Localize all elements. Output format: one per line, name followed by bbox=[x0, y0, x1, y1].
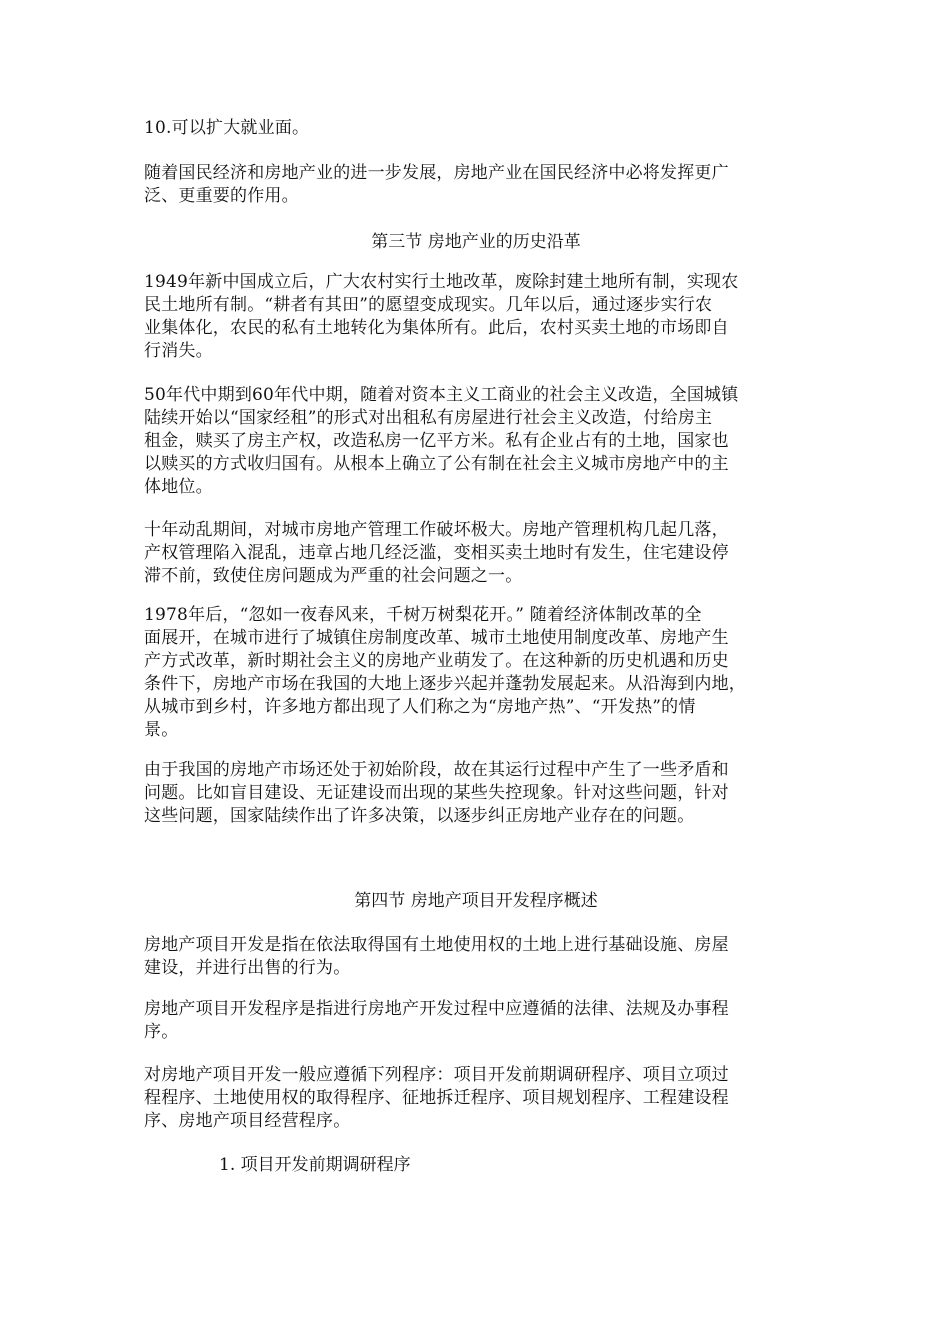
section-4-paragraph-1: 房地产项目开发是指在依法取得国有土地使用权的土地上进行基础设施、房屋 建设，并进行出售的行为。 bbox=[144, 935, 729, 978]
section-4-paragraph-2: 房地产项目开发程序是指进行房地产开发过程中应遵循的法律、法规及办事程 序。 bbox=[144, 999, 729, 1042]
section-3-paragraph-5: 由于我国的房地产市场还处于初始阶段，故在其运行过程中产生了一些矛盾和 问题。比如盲目建设、无证建设而出现的某些失控现象。针对这些问题，针对 这些问题，国家陆续作出了许多决策，以逐步纠正房地产业存在的问题。 bbox=[144, 760, 729, 826]
section-3-paragraph-1: 1949年新中国成立后，广大农村实行土地改革，废除封建土地所有制，实现农 民土地所有制。“耕者有其田”的愿望变成现实。几年以后，通过逐步实行农 业集体化，农民的私有土地转化为集体所有。此后，农村买卖土地的市场即自 行消失。 bbox=[144, 272, 739, 361]
section-3-paragraph-4: 1978年后，“忽如一夜春风来，千树万树梨花开。” 随着经济体制改革的全 面展开，在城市进行了城镇住房制度改革、城市土地使用制度改革、房地产生 产方式改革，新时期社会主义的房地产业萌发了。在这种新的历史机遇和历史 条件下，房地产市场在我国的大地上逐步兴起并蓬勃发展起来。从沿海到内地， 从城市到乡村，许多地方都出现了人们称之为“房地产热”、“开发热”的情 景。 bbox=[144, 605, 746, 740]
section-4-title: 第四节 房地产项目开发程序概述 bbox=[354, 891, 598, 911]
list-item-10: 10.可以扩大就业面。 bbox=[144, 118, 310, 138]
section-3-paragraph-3: 十年动乱期间，对城市房地产管理工作破坏极大。房地产管理机构几起几落， 产权管理陷入混乱，违章占地几经泛滥，变相买卖土地时有发生，住宅建设停 滞不前，致使住房问题成为严重的社会问题之一。 bbox=[144, 520, 729, 586]
section-3-paragraph-2: 50年代中期到60年代中期，随着对资本主义工商业的社会主义改造，全国城镇 陆续开始以“国家经租”的形式对出租私有房屋进行社会主义改造，付给房主 租金，赎买了房主产权，改造私房一亿平方米。私有企业占有的土地，国家也 以赎买的方式收归国有。从根本上确立了公有制在社会主义城市房地产中的主 体地位。 bbox=[144, 385, 739, 497]
intro-paragraph: 随着国民经济和房地产业的进一步发展，房地产业在国民经济中必将发挥更广 泛、更重要的作用。 bbox=[144, 163, 729, 206]
section-3-title: 第三节 房地产业的历史沿革 bbox=[371, 232, 581, 252]
section-4-paragraph-3: 对房地产项目开发一般应遵循下列程序：项目开发前期调研程序、项目立项过 程程序、土地使用权的取得程序、征地拆迁程序、项目规划程序、工程建设程 序、房地产项目经营程序。 bbox=[144, 1065, 729, 1131]
section-4-list-item-1: 1. 项目开发前期调研程序 bbox=[219, 1155, 411, 1175]
